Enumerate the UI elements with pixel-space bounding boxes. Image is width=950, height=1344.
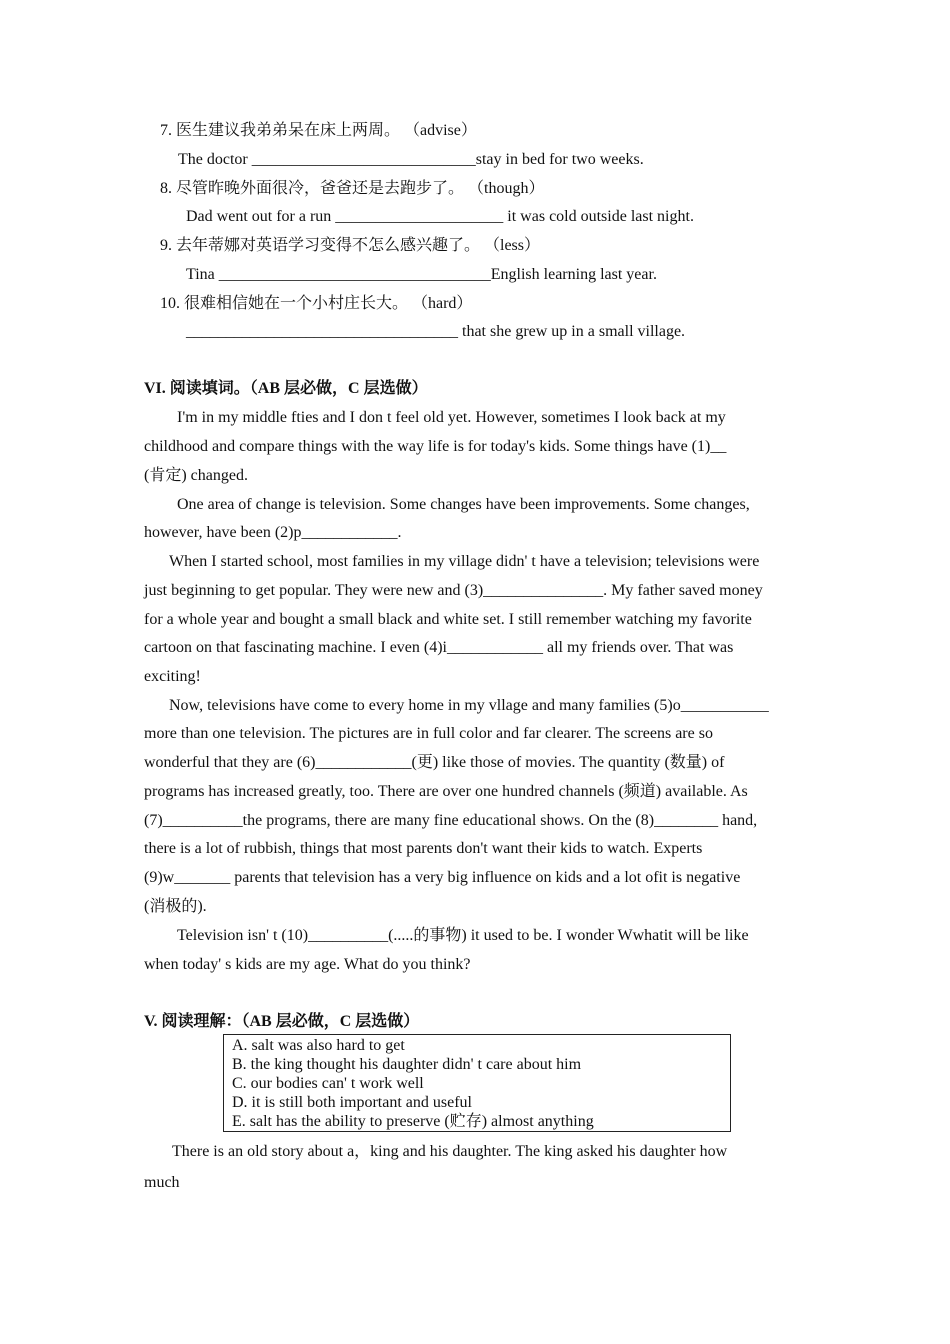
passage-line: (7)__________the programs, there are many fine educational shows. On the (8)________ hand, [144, 812, 758, 829]
question-10-english: __________________________________ that she grew up in a small village. [186, 323, 686, 340]
passage-line: there is a lot of rubbish, things that most parents don't want their kids to watch. Experts [144, 840, 703, 857]
passage-line: exciting! [144, 668, 201, 685]
option-e: E. salt has the ability to preserve (贮存) almost anything [232, 1113, 594, 1130]
story-line: much [144, 1174, 180, 1191]
passage-line: however, have been (2)p____________. [144, 524, 402, 541]
passage-line: cartoon on that fascinating machine. I even (4)i____________ all my friends over. That was [144, 639, 734, 656]
passage-line: One area of change is television. Some changes have been improvements. Some changes, [177, 496, 750, 513]
option-c: C. our bodies can' t work well [232, 1075, 424, 1092]
passage-line: childhood and compare things with the way life is for today's kids. Some things have (1)__ [144, 438, 727, 455]
passage-line: wonderful that they are (6)____________(更) like those of movies. The quantity (数量) of [144, 754, 725, 771]
passage-line: (肯定) changed. [144, 467, 248, 484]
passage-line: (9)w_______ parents that television has a very big influence on kids and a lot ofit is negative [144, 869, 741, 886]
question-9-english: Tina __________________________________English learning last year. [186, 266, 657, 283]
options-box [223, 1034, 731, 1132]
option-a: A. salt was also hard to get [232, 1037, 405, 1054]
passage-line: when today' s kids are my age. What do you think? [144, 956, 471, 973]
passage-line: programs has increased greatly, too. There are over one hundred channels (频道) available. As [144, 783, 748, 800]
passage-line: Now, televisions have come to every home in my vllage and many families (5)o___________ [169, 697, 769, 714]
section-5-title: V. 阅读理解：（AB 层必做，C 层选做） [144, 1013, 420, 1030]
question-10-chinese: 10. 很难相信她在一个小村庄长大。 （hard） [160, 295, 473, 312]
question-8-chinese: 8. 尽管昨晚外面很冷，爸爸还是去跑步了。 （though） [160, 180, 545, 197]
passage-line: for a whole year and bought a small black and white set. I still remember watching my favorite [144, 611, 752, 628]
question-8-english: Dad went out for a run _____________________ it was cold outside last night. [186, 208, 694, 225]
passage-line: just beginning to get popular. They were new and (3)_______________. My father saved money [144, 582, 763, 599]
section-6-title: VI. 阅读填词。（AB 层必做，C 层选做） [144, 380, 428, 397]
passage-line: When I started school, most families in my village didn' t have a television; televisions were [169, 553, 760, 570]
option-d: D. it is still both important and useful [232, 1094, 472, 1111]
option-b: B. the king thought his daughter didn' t care about him [232, 1056, 582, 1073]
passage-line: Television isn' t (10)__________(.....的事物) it used to be. I wonder Wwhatit will be like [177, 927, 749, 944]
passage-line: more than one television. The pictures are in full color and far clearer. The screens are so [144, 725, 713, 742]
question-7-chinese: 7. 医生建议我弟弟呆在床上两周。 （advise） [160, 122, 477, 139]
passage-line: (消极的). [144, 898, 207, 915]
question-9-chinese: 9. 去年蒂娜对英语学习变得不怎么感兴趣了。 （less） [160, 237, 541, 254]
question-7-english: The doctor ____________________________stay in bed for two weeks. [178, 151, 644, 168]
story-line: There is an old story about a，king and his daughter. The king asked his daughter how [172, 1143, 728, 1160]
passage-line: I'm in my middle fties and I don t feel old yet. However, sometimes I look back at my [177, 409, 726, 426]
